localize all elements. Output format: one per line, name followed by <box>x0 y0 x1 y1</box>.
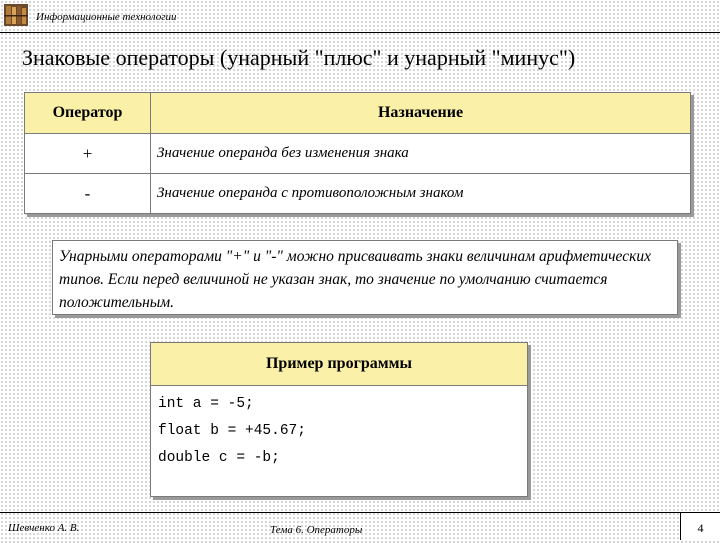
operator-symbol: + <box>25 134 151 174</box>
footer-author: Шевченко А. В. <box>8 522 80 534</box>
code-example-box <box>150 342 528 497</box>
operator-symbol: - <box>25 174 151 214</box>
table-header-row <box>25 93 691 134</box>
operator-description: Значение операнда с противоположным знаком <box>151 174 691 214</box>
course-title: Информационные технологии <box>36 11 177 23</box>
table-row <box>25 174 691 214</box>
slide-title: Знаковые операторы (унарный "плюс" и унарный "минус") <box>22 45 576 70</box>
code-line: float b = +45.67; <box>158 423 306 439</box>
books-logo-icon <box>3 2 29 28</box>
operator-description: Значение операнда без изменения знака <box>151 134 691 174</box>
note-box: Унарными операторами "+" и "-" можно присваивать знаки величинам арифметических типов. Если перед величиной не указан знак, то значение по умолчанию считается положительным. <box>52 240 678 315</box>
operators-table <box>24 92 691 214</box>
table-row <box>25 134 691 174</box>
code-line: int a = -5; <box>158 396 254 412</box>
header-bar <box>0 0 720 32</box>
code-line: double c = -b; <box>158 450 280 466</box>
code-example-header: Пример программы <box>151 343 527 386</box>
column-header-purpose: Назначение <box>151 93 691 134</box>
page-number: 4 <box>680 512 720 540</box>
code-listing <box>151 386 527 472</box>
column-header-operator: Оператор <box>25 93 151 134</box>
header-divider <box>0 32 720 33</box>
footer-topic: Тема 6. Операторы <box>270 524 363 536</box>
footer-divider <box>0 512 680 513</box>
